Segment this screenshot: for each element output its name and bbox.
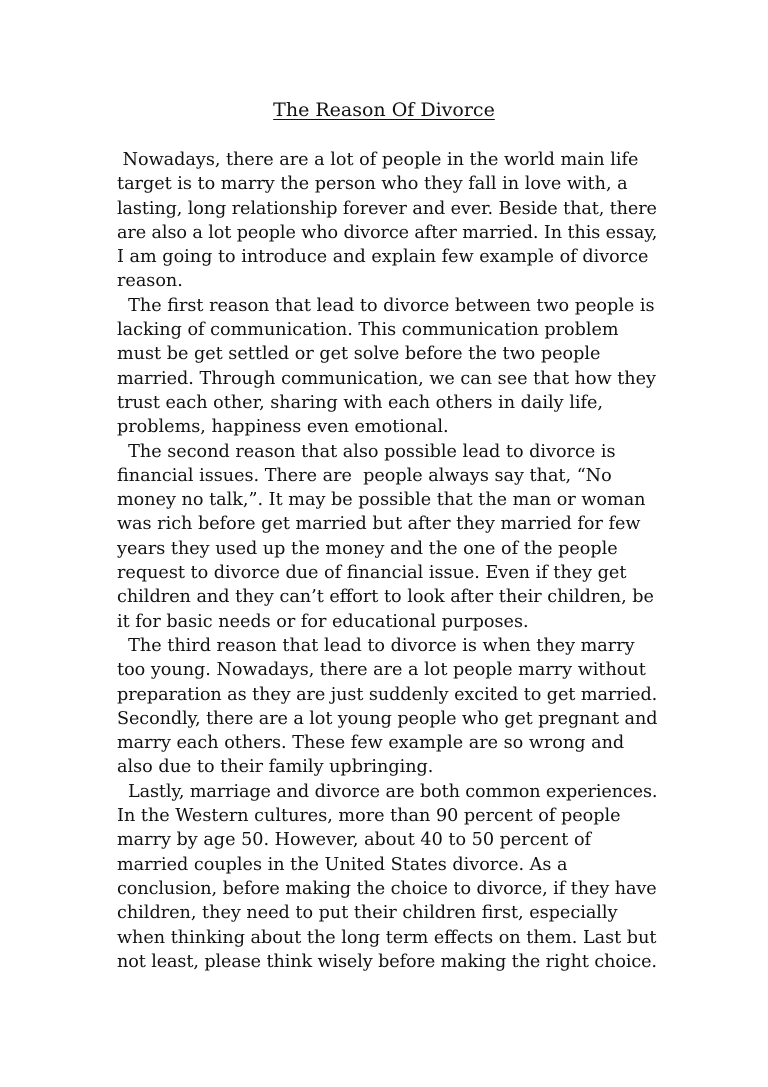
- essay-line: also due to their family upbringing.: [117, 757, 434, 778]
- essay-line: problems, happiness even emotional.: [117, 417, 449, 438]
- essay-body: [117, 148, 657, 974]
- essay-line: The second reason that also possible lead to divorce is: [117, 441, 616, 462]
- essay-line: Nowadays, there are a lot of people in the world main life: [117, 150, 639, 170]
- essay-line: marry each others. These few example are so wrong and: [117, 733, 625, 754]
- essay-line: married. Through communication, we can see that how they: [117, 368, 656, 389]
- essay-line: trust each other, sharing with each others in daily life,: [117, 392, 603, 413]
- essay-line: marry by age 50. However, about 40 to 50 percent of: [117, 830, 592, 851]
- essay-line: money no talk,”. It may be possible that the man or woman: [117, 490, 646, 511]
- essay-line: target is to marry the person who they fall in love with, a: [117, 174, 628, 195]
- essay-line: was rich before get married but after they married for few: [117, 514, 641, 535]
- document-title-text: The Reason Of Divorce: [273, 99, 495, 121]
- essay-line: financial issues. There are people always say that, “No: [117, 465, 612, 486]
- essay-line: it for basic needs or for educational purposes.: [117, 611, 529, 632]
- essay-line: must be get settled or get solve before the two people: [117, 344, 601, 365]
- essay-line: preparation as they are just suddenly excited to get married.: [117, 684, 658, 705]
- essay-line: lasting, long relationship forever and ever. Beside that, there: [117, 198, 657, 219]
- essay-line: Lastly, marriage and divorce are both common experiences.: [117, 781, 658, 802]
- essay-line: I am going to introduce and explain few example of divorce: [117, 247, 649, 268]
- essay-line: The third reason that lead to divorce is when they marry: [117, 635, 635, 656]
- document-title: [0, 97, 768, 123]
- essay-line: conclusion, before making the choice to divorce, if they have: [117, 878, 657, 899]
- essay-line: are also a lot people who divorce after married. In this essay,: [117, 222, 658, 243]
- essay-line: The first reason that lead to divorce between two people is: [117, 295, 655, 316]
- essay-line: children and they can’t effort to look after their children, be: [117, 587, 654, 608]
- essay-line: lacking of communication. This communication problem: [117, 320, 619, 341]
- essay-line: years they used up the money and the one of the people: [117, 538, 618, 559]
- essay-line: In the Western cultures, more than 90 percent of people: [117, 806, 621, 827]
- essay-line: children, they need to put their children first, especially: [117, 903, 618, 924]
- essay-line: married couples in the United States divorce. As a: [117, 854, 568, 875]
- essay-line: request to divorce due of financial issue. Even if they get: [117, 563, 627, 584]
- essay-line: too young. Nowadays, there are a lot people marry without: [117, 660, 646, 681]
- essay-line: reason.: [117, 271, 183, 292]
- essay-line: when thinking about the long term effects on them. Last but: [117, 927, 657, 948]
- essay-line: Secondly, there are a lot young people who get pregnant and: [117, 708, 658, 729]
- essay-line: not least, please think wisely before making the right choice.: [117, 951, 657, 972]
